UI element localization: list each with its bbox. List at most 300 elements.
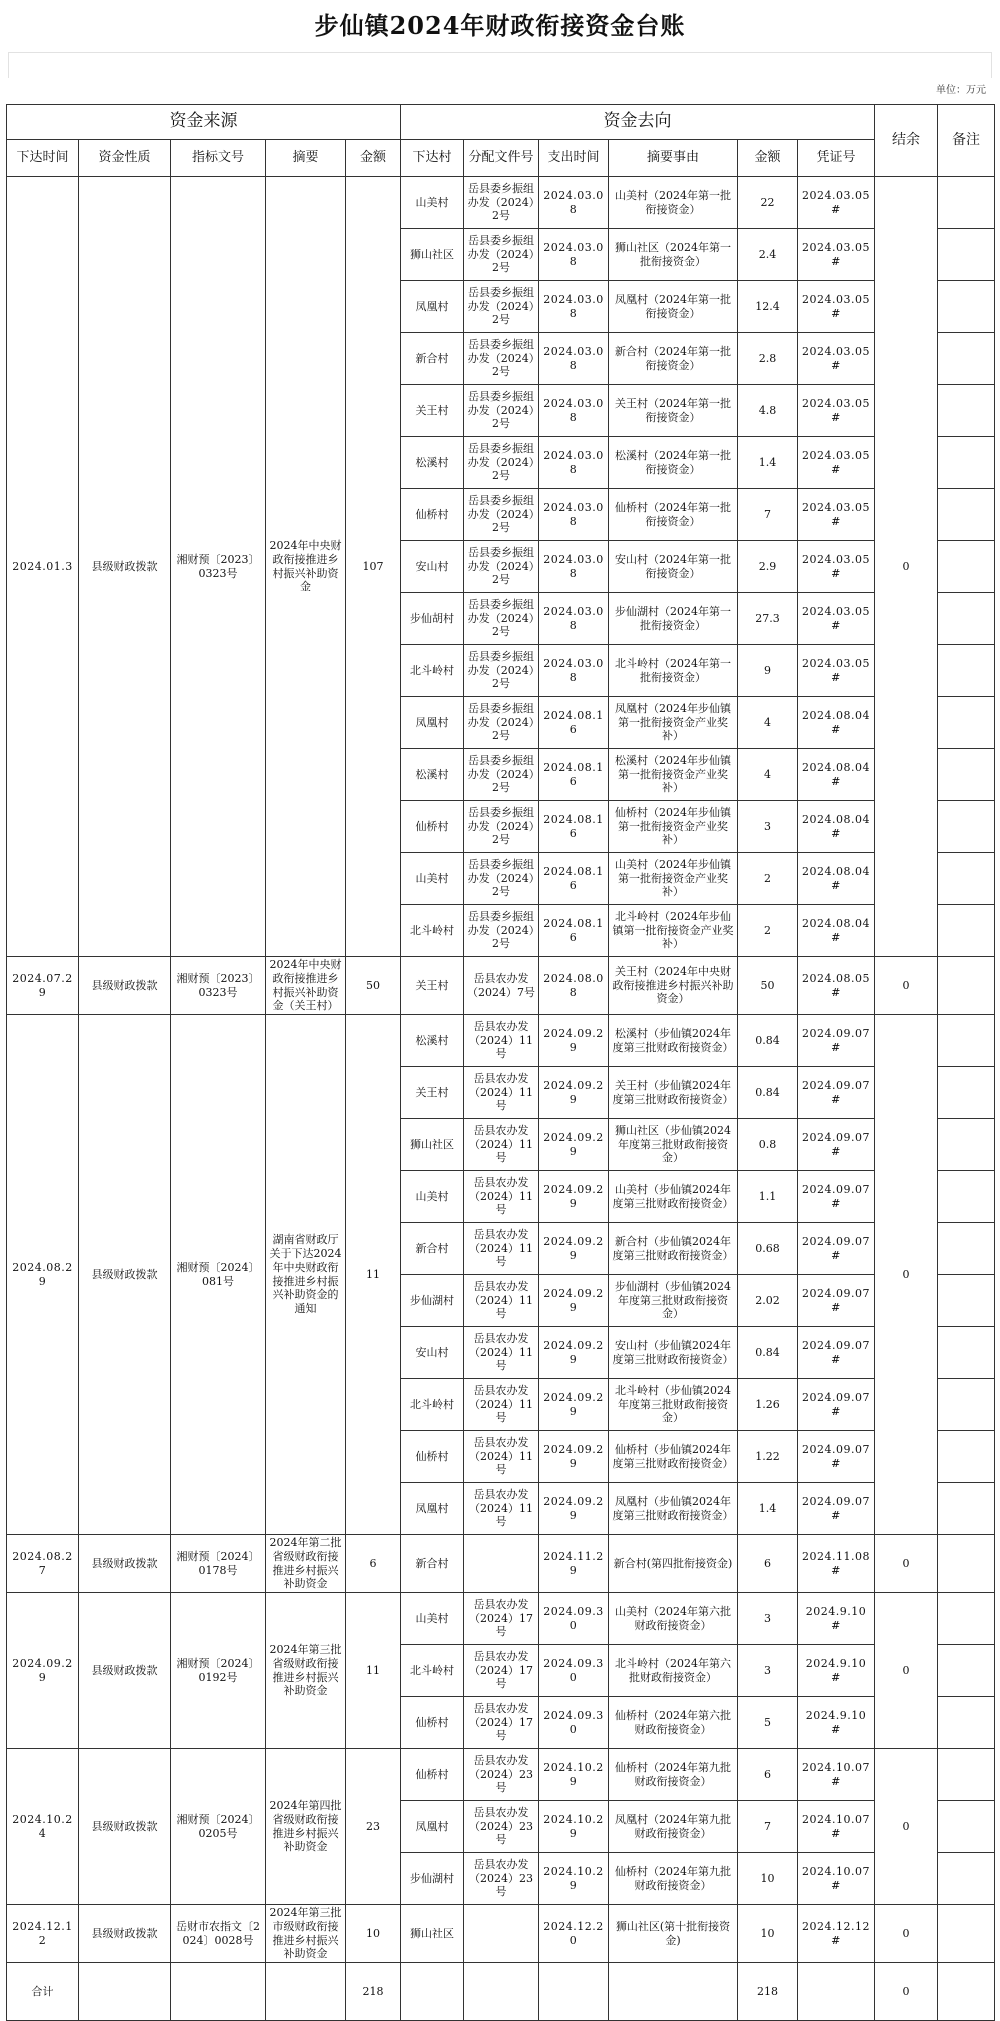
dest-amount-cell: 12.4 xyxy=(738,281,798,333)
dest-amount-cell: 0.84 xyxy=(738,1067,798,1119)
dest-amount-cell: 6 xyxy=(738,1749,798,1801)
source-amount-cell: 50 xyxy=(346,957,401,1015)
allocation-file-cell: 岳县农办发（2024）23号 xyxy=(464,1801,539,1853)
remark-cell xyxy=(938,229,995,281)
village-cell: 凤凰村 xyxy=(401,697,464,749)
expense-date-cell: 2024.03.08 xyxy=(539,177,609,229)
village-cell: 新合村 xyxy=(401,1535,464,1593)
remark-cell xyxy=(938,853,995,905)
allocation-file-cell: 岳县农办发（2024）23号 xyxy=(464,1853,539,1905)
expense-date-cell: 2024.09.30 xyxy=(539,1645,609,1697)
dest-amount-cell: 7 xyxy=(738,489,798,541)
expense-reason-cell: 松溪村（2024年步仙镇第一批衔接资金产业奖补） xyxy=(609,749,738,801)
balance-cell: 0 xyxy=(875,1535,938,1593)
allocation-file-cell: 岳县农办发（2024）11号 xyxy=(464,1483,539,1535)
expense-reason-cell: 新合村（2024年第一批衔接资金） xyxy=(609,333,738,385)
issue-date-cell: 2024.07.29 xyxy=(7,957,79,1015)
village-cell: 安山村 xyxy=(401,1327,464,1379)
source-summary-cell: 2024年第二批省级财政衔接推进乡村振兴补助资金 xyxy=(266,1535,346,1593)
allocation-file-cell: 岳县委乡振组办发（2024）2号 xyxy=(464,177,539,229)
remark-cell xyxy=(938,1853,995,1905)
remark-cell xyxy=(938,1327,995,1379)
expense-reason-cell: 步仙湖村（步仙镇2024年度第三批财政衔接资金） xyxy=(609,1275,738,1327)
empty-cell xyxy=(609,1963,738,2021)
fund-nature-cell: 县级财政拨款 xyxy=(79,1749,171,1905)
balance-cell: 0 xyxy=(875,1015,938,1535)
expense-date-cell: 2024.09.29 xyxy=(539,1015,609,1067)
voucher-cell: 2024.10.07# xyxy=(798,1749,875,1801)
unit-label: 单位：万元 xyxy=(936,85,986,96)
dest-amount-cell: 3 xyxy=(738,1593,798,1645)
column-header: 凭证号 xyxy=(798,140,875,177)
remark-cell xyxy=(938,1963,995,2021)
expense-reason-cell: 新合村（步仙镇2024年度第三批财政衔接资金） xyxy=(609,1223,738,1275)
voucher-cell: 2024.08.04# xyxy=(798,697,875,749)
voucher-cell: 2024.09.07# xyxy=(798,1379,875,1431)
remark-cell xyxy=(938,1905,995,1963)
allocation-file-cell: 岳县农办发（2024）11号 xyxy=(464,1067,539,1119)
dest-amount-cell: 2.02 xyxy=(738,1275,798,1327)
header-balance: 结余 xyxy=(875,105,938,177)
remark-cell xyxy=(938,749,995,801)
expense-date-cell: 2024.09.29 xyxy=(539,1171,609,1223)
expense-reason-cell: 关王村（2024年第一批衔接资金） xyxy=(609,385,738,437)
voucher-cell: 2024.10.07# xyxy=(798,1853,875,1905)
expense-reason-cell: 狮山社区(第十批衔接资金) xyxy=(609,1905,738,1963)
expense-reason-cell: 安山村（步仙镇2024年度第三批财政衔接资金） xyxy=(609,1327,738,1379)
table-row xyxy=(7,1535,995,1593)
village-cell: 仙桥村 xyxy=(401,1697,464,1749)
balance-cell: 0 xyxy=(875,177,938,957)
voucher-cell: 2024.08.05# xyxy=(798,957,875,1015)
voucher-cell: 2024.08.04# xyxy=(798,853,875,905)
expense-reason-cell: 凤凰村（2024年第九批财政衔接资金） xyxy=(609,1801,738,1853)
expense-date-cell: 2024.08.16 xyxy=(539,749,609,801)
village-cell: 仙桥村 xyxy=(401,1749,464,1801)
dest-amount-cell: 10 xyxy=(738,1853,798,1905)
allocation-file-cell: 岳县农办发（2024）11号 xyxy=(464,1379,539,1431)
allocation-file-cell: 岳县农办发（2024）11号 xyxy=(464,1327,539,1379)
column-header: 资金性质 xyxy=(79,140,171,177)
expense-reason-cell: 松溪村（步仙镇2024年度第三批财政衔接资金） xyxy=(609,1015,738,1067)
dest-amount-cell: 2.8 xyxy=(738,333,798,385)
allocation-file-cell: 岳县农办发（2024）11号 xyxy=(464,1431,539,1483)
voucher-cell: 2024.09.07# xyxy=(798,1119,875,1171)
indicator-doc-cell: 岳财市农指文〔2024〕0028号 xyxy=(171,1905,266,1963)
expense-date-cell: 2024.03.08 xyxy=(539,333,609,385)
village-cell: 仙桥村 xyxy=(401,1431,464,1483)
indicator-doc-cell: 湘财预〔2024〕0205号 xyxy=(171,1749,266,1905)
blank-header-row xyxy=(8,52,992,78)
allocation-file-cell: 岳县农办发（2024）17号 xyxy=(464,1645,539,1697)
page-title: 步仙镇2024年财政衔接资金台账 xyxy=(314,11,686,40)
remark-cell xyxy=(938,437,995,489)
dest-amount-cell: 2.4 xyxy=(738,229,798,281)
indicator-doc-cell: 湘财预〔2023〕0323号 xyxy=(171,177,266,957)
expense-reason-cell: 凤凰村（2024年第一批衔接资金） xyxy=(609,281,738,333)
voucher-cell: 2024.09.07# xyxy=(798,1015,875,1067)
header-remark: 备注 xyxy=(938,105,995,177)
expense-date-cell: 2024.08.16 xyxy=(539,853,609,905)
expense-date-cell: 2024.10.29 xyxy=(539,1801,609,1853)
empty-cell xyxy=(798,1963,875,2021)
village-cell: 北斗岭村 xyxy=(401,645,464,697)
expense-date-cell: 2024.10.29 xyxy=(539,1749,609,1801)
issue-date-cell: 2024.01.3 xyxy=(7,177,79,957)
dest-amount-cell: 4 xyxy=(738,749,798,801)
village-cell: 新合村 xyxy=(401,1223,464,1275)
voucher-cell: 2024.03.05# xyxy=(798,385,875,437)
column-header: 金额 xyxy=(346,140,401,177)
remark-cell xyxy=(938,385,995,437)
dest-amount-cell: 5 xyxy=(738,1697,798,1749)
empty-cell xyxy=(401,1963,464,2021)
ledger-body xyxy=(7,177,995,2021)
remark-cell xyxy=(938,1483,995,1535)
village-cell: 步仙湖村 xyxy=(401,1275,464,1327)
expense-reason-cell: 山美村（步仙镇2024年度第三批财政衔接资金） xyxy=(609,1171,738,1223)
voucher-cell: 2024.09.07# xyxy=(798,1171,875,1223)
expense-reason-cell: 安山村（2024年第一批衔接资金） xyxy=(609,541,738,593)
village-cell: 山美村 xyxy=(401,177,464,229)
column-header-row xyxy=(7,140,995,177)
village-cell: 山美村 xyxy=(401,853,464,905)
expense-date-cell: 2024.03.08 xyxy=(539,489,609,541)
expense-reason-cell: 狮山社区（步仙镇2024年度第三批财政衔接资金） xyxy=(609,1119,738,1171)
village-cell: 松溪村 xyxy=(401,749,464,801)
expense-date-cell: 2024.03.08 xyxy=(539,645,609,697)
allocation-file-cell: 岳县农办发（2024）11号 xyxy=(464,1223,539,1275)
issue-date-cell: 2024.12.12 xyxy=(7,1905,79,1963)
expense-date-cell: 2024.09.29 xyxy=(539,1379,609,1431)
table-row xyxy=(7,177,995,229)
expense-reason-cell: 北斗岭村（2024年第一批衔接资金） xyxy=(609,645,738,697)
voucher-cell: 2024.03.05# xyxy=(798,229,875,281)
allocation-file-cell: 岳县农办发（2024）11号 xyxy=(464,1119,539,1171)
allocation-file-cell: 岳县委乡振组办发（2024）2号 xyxy=(464,385,539,437)
village-cell: 山美村 xyxy=(401,1171,464,1223)
voucher-cell: 2024.03.05# xyxy=(798,177,875,229)
allocation-file-cell: 岳县委乡振组办发（2024）2号 xyxy=(464,489,539,541)
column-header: 支出时间 xyxy=(539,140,609,177)
voucher-cell: 2024.11.08# xyxy=(798,1535,875,1593)
remark-cell xyxy=(938,541,995,593)
remark-cell xyxy=(938,905,995,957)
voucher-cell: 2024.03.05# xyxy=(798,281,875,333)
expense-reason-cell: 仙桥村（2024年第九批财政衔接资金） xyxy=(609,1749,738,1801)
voucher-cell: 2024.03.05# xyxy=(798,645,875,697)
expense-reason-cell: 关王村（2024年中央财政衔接推进乡村振兴补助资金） xyxy=(609,957,738,1015)
voucher-cell: 2024.10.07# xyxy=(798,1801,875,1853)
village-cell: 凤凰村 xyxy=(401,281,464,333)
expense-date-cell: 2024.08.08 xyxy=(539,957,609,1015)
column-header: 指标文号 xyxy=(171,140,266,177)
voucher-cell: 2024.09.07# xyxy=(798,1275,875,1327)
expense-date-cell: 2024.09.29 xyxy=(539,1431,609,1483)
source-summary-cell: 2024年中央财政衔接推进乡村振兴补助资金 xyxy=(266,177,346,957)
allocation-file-cell: 岳县农办发（2024）11号 xyxy=(464,1015,539,1067)
expense-reason-cell: 狮山社区（2024年第一批衔接资金） xyxy=(609,229,738,281)
village-cell: 山美村 xyxy=(401,1593,464,1645)
expense-reason-cell: 凤凰村（步仙镇2024年度第三批财政衔接资金） xyxy=(609,1483,738,1535)
remark-cell xyxy=(938,1119,995,1171)
expense-date-cell: 2024.03.08 xyxy=(539,593,609,645)
remark-cell xyxy=(938,645,995,697)
total-label-cell: 合计 xyxy=(7,1963,79,2021)
expense-date-cell: 2024.11.29 xyxy=(539,1535,609,1593)
total-dest-amount-cell: 218 xyxy=(738,1963,798,2021)
voucher-cell: 2024.09.07# xyxy=(798,1483,875,1535)
column-header: 摘要 xyxy=(266,140,346,177)
issue-date-cell: 2024.08.29 xyxy=(7,1015,79,1535)
village-cell: 仙桥村 xyxy=(401,801,464,853)
allocation-file-cell: 岳县委乡振组办发（2024）2号 xyxy=(464,697,539,749)
dest-amount-cell: 1.26 xyxy=(738,1379,798,1431)
issue-date-cell: 2024.09.29 xyxy=(7,1593,79,1749)
expense-reason-cell: 山美村（2024年步仙镇第一批衔接资金产业奖补） xyxy=(609,853,738,905)
voucher-cell: 2024.03.05# xyxy=(798,541,875,593)
indicator-doc-cell: 湘财预〔2023〕0323号 xyxy=(171,957,266,1015)
dest-amount-cell: 1.4 xyxy=(738,437,798,489)
expense-date-cell: 2024.08.16 xyxy=(539,697,609,749)
issue-date-cell: 2024.08.27 xyxy=(7,1535,79,1593)
allocation-file-cell: 岳县农办发（2024）17号 xyxy=(464,1593,539,1645)
empty-cell xyxy=(266,1963,346,2021)
column-header: 分配文件号 xyxy=(464,140,539,177)
village-cell: 凤凰村 xyxy=(401,1801,464,1853)
expense-reason-cell: 关王村（步仙镇2024年度第三批财政衔接资金） xyxy=(609,1067,738,1119)
village-cell: 关王村 xyxy=(401,1067,464,1119)
source-amount-cell: 10 xyxy=(346,1905,401,1963)
expense-date-cell: 2024.09.30 xyxy=(539,1593,609,1645)
dest-amount-cell: 6 xyxy=(738,1535,798,1593)
source-summary-cell: 2024年中央财政衔接推进乡村振兴补助资金（关王村） xyxy=(266,957,346,1015)
allocation-file-cell: 岳县农办发（2024）7号 xyxy=(464,957,539,1015)
remark-cell xyxy=(938,1593,995,1645)
column-header: 下达村 xyxy=(401,140,464,177)
allocation-file-cell: 岳县农办发（2024）11号 xyxy=(464,1171,539,1223)
village-cell: 狮山社区 xyxy=(401,1905,464,1963)
remark-cell xyxy=(938,1535,995,1593)
indicator-doc-cell: 湘财预〔2024〕0192号 xyxy=(171,1593,266,1749)
village-cell: 松溪村 xyxy=(401,1015,464,1067)
expense-date-cell: 2024.09.29 xyxy=(539,1275,609,1327)
total-balance-cell: 0 xyxy=(875,1963,938,2021)
indicator-doc-cell: 湘财预〔2024〕0178号 xyxy=(171,1535,266,1593)
allocation-file-cell: 岳县农办发（2024）11号 xyxy=(464,1275,539,1327)
allocation-file-cell: 岳县委乡振组办发（2024）2号 xyxy=(464,801,539,853)
village-cell: 关王村 xyxy=(401,957,464,1015)
source-summary-cell: 2024年第三批市级财政衔接推进乡村振兴补助资金 xyxy=(266,1905,346,1963)
remark-cell xyxy=(938,593,995,645)
dest-amount-cell: 2 xyxy=(738,853,798,905)
village-cell: 安山村 xyxy=(401,541,464,593)
fund-nature-cell: 县级财政拨款 xyxy=(79,1593,171,1749)
expense-date-cell: 2024.10.29 xyxy=(539,1853,609,1905)
expense-date-cell: 2024.09.29 xyxy=(539,1119,609,1171)
ledger-table xyxy=(6,104,995,2021)
dest-amount-cell: 9 xyxy=(738,645,798,697)
village-cell: 步仙湖村 xyxy=(401,1853,464,1905)
village-cell: 仙桥村 xyxy=(401,489,464,541)
dest-amount-cell: 4.8 xyxy=(738,385,798,437)
expense-date-cell: 2024.03.08 xyxy=(539,229,609,281)
expense-date-cell: 2024.12.20 xyxy=(539,1905,609,1963)
village-cell: 凤凰村 xyxy=(401,1483,464,1535)
remark-cell xyxy=(938,697,995,749)
table-row xyxy=(7,1015,995,1067)
remark-cell xyxy=(938,1171,995,1223)
remark-cell xyxy=(938,281,995,333)
dest-amount-cell: 22 xyxy=(738,177,798,229)
dest-amount-cell: 0.84 xyxy=(738,1015,798,1067)
balance-cell: 0 xyxy=(875,1905,938,1963)
expense-reason-cell: 新合村(第四批衔接资金) xyxy=(609,1535,738,1593)
empty-cell xyxy=(539,1963,609,2021)
allocation-file-cell: 岳县农办发（2024）23号 xyxy=(464,1749,539,1801)
source-amount-cell: 107 xyxy=(346,177,401,957)
voucher-cell: 2024.03.05# xyxy=(798,437,875,489)
balance-cell: 0 xyxy=(875,957,938,1015)
allocation-file-cell: 岳县委乡振组办发（2024）2号 xyxy=(464,229,539,281)
dest-amount-cell: 2.9 xyxy=(738,541,798,593)
expense-reason-cell: 北斗岭村（2024年第六批财政衔接资金） xyxy=(609,1645,738,1697)
voucher-cell: 2024.08.04# xyxy=(798,749,875,801)
empty-cell xyxy=(171,1963,266,2021)
fund-nature-cell: 县级财政拨款 xyxy=(79,177,171,957)
column-header: 金额 xyxy=(738,140,798,177)
remark-cell xyxy=(938,1223,995,1275)
dest-amount-cell: 3 xyxy=(738,1645,798,1697)
allocation-file-cell: 岳县委乡振组办发（2024）2号 xyxy=(464,333,539,385)
source-amount-cell: 11 xyxy=(346,1015,401,1535)
voucher-cell: 2024.08.04# xyxy=(798,801,875,853)
allocation-file-cell xyxy=(464,1535,539,1593)
expense-date-cell: 2024.09.30 xyxy=(539,1697,609,1749)
expense-date-cell: 2024.03.08 xyxy=(539,437,609,489)
header-fund-destination: 资金去向 xyxy=(401,105,875,140)
remark-cell xyxy=(938,1697,995,1749)
voucher-cell: 2024.09.07# xyxy=(798,1067,875,1119)
village-cell: 松溪村 xyxy=(401,437,464,489)
remark-cell xyxy=(938,177,995,229)
expense-reason-cell: 仙桥村（2024年第九批财政衔接资金） xyxy=(609,1853,738,1905)
voucher-cell: 2024.9.10# xyxy=(798,1645,875,1697)
village-cell: 狮山社区 xyxy=(401,1119,464,1171)
dest-amount-cell: 3 xyxy=(738,801,798,853)
allocation-file-cell xyxy=(464,1905,539,1963)
source-amount-cell: 23 xyxy=(346,1749,401,1905)
fund-nature-cell: 县级财政拨款 xyxy=(79,1905,171,1963)
expense-reason-cell: 山美村（2024年第六批财政衔接资金） xyxy=(609,1593,738,1645)
indicator-doc-cell: 湘财预〔2024〕081号 xyxy=(171,1015,266,1535)
expense-date-cell: 2024.03.08 xyxy=(539,281,609,333)
dest-amount-cell: 0.8 xyxy=(738,1119,798,1171)
expense-reason-cell: 步仙湖村（2024年第一批衔接资金） xyxy=(609,593,738,645)
empty-cell xyxy=(79,1963,171,2021)
remark-cell xyxy=(938,333,995,385)
expense-reason-cell: 山美村（2024年第一批衔接资金） xyxy=(609,177,738,229)
fund-nature-cell: 县级财政拨款 xyxy=(79,957,171,1015)
allocation-file-cell: 岳县委乡振组办发（2024）2号 xyxy=(464,437,539,489)
remark-cell xyxy=(938,1645,995,1697)
expense-reason-cell: 仙桥村（步仙镇2024年度第三批财政衔接资金） xyxy=(609,1431,738,1483)
village-cell: 北斗岭村 xyxy=(401,1645,464,1697)
village-cell: 步仙胡村 xyxy=(401,593,464,645)
total-row xyxy=(7,1963,995,2021)
voucher-cell: 2024.03.05# xyxy=(798,593,875,645)
allocation-file-cell: 岳县委乡振组办发（2024）2号 xyxy=(464,541,539,593)
voucher-cell: 2024.03.05# xyxy=(798,333,875,385)
voucher-cell: 2024.09.07# xyxy=(798,1327,875,1379)
dest-amount-cell: 7 xyxy=(738,1801,798,1853)
dest-amount-cell: 10 xyxy=(738,1905,798,1963)
village-cell: 新合村 xyxy=(401,333,464,385)
remark-cell xyxy=(938,1431,995,1483)
expense-reason-cell: 仙桥村（2024年第六批财政衔接资金） xyxy=(609,1697,738,1749)
table-row xyxy=(7,957,995,1015)
header-fund-source: 资金来源 xyxy=(7,105,401,140)
balance-cell: 0 xyxy=(875,1593,938,1749)
dest-amount-cell: 27.3 xyxy=(738,593,798,645)
remark-cell xyxy=(938,801,995,853)
voucher-cell: 2024.09.07# xyxy=(798,1223,875,1275)
expense-date-cell: 2024.09.29 xyxy=(539,1223,609,1275)
dest-amount-cell: 1.1 xyxy=(738,1171,798,1223)
expense-date-cell: 2024.08.16 xyxy=(539,905,609,957)
dest-amount-cell: 0.84 xyxy=(738,1327,798,1379)
remark-cell xyxy=(938,1275,995,1327)
dest-amount-cell: 1.4 xyxy=(738,1483,798,1535)
dest-amount-cell: 0.68 xyxy=(738,1223,798,1275)
source-summary-cell: 2024年第三批省级财政衔接推进乡村振兴补助资金 xyxy=(266,1593,346,1749)
source-amount-cell: 11 xyxy=(346,1593,401,1749)
allocation-file-cell: 岳县委乡振组办发（2024）2号 xyxy=(464,905,539,957)
remark-cell xyxy=(938,1749,995,1801)
allocation-file-cell: 岳县委乡振组办发（2024）2号 xyxy=(464,749,539,801)
village-cell: 北斗岭村 xyxy=(401,1379,464,1431)
dest-amount-cell: 4 xyxy=(738,697,798,749)
expense-date-cell: 2024.03.08 xyxy=(539,541,609,593)
village-cell: 狮山社区 xyxy=(401,229,464,281)
allocation-file-cell: 岳县委乡振组办发（2024）2号 xyxy=(464,853,539,905)
village-cell: 北斗岭村 xyxy=(401,905,464,957)
expense-date-cell: 2024.03.08 xyxy=(539,385,609,437)
total-source-amount-cell: 218 xyxy=(346,1963,401,2021)
remark-cell xyxy=(938,1379,995,1431)
source-amount-cell: 6 xyxy=(346,1535,401,1593)
dest-amount-cell: 50 xyxy=(738,957,798,1015)
expense-date-cell: 2024.09.29 xyxy=(539,1483,609,1535)
expense-reason-cell: 北斗岭村（2024年步仙镇第一批衔接资金产业奖补） xyxy=(609,905,738,957)
column-header: 下达时间 xyxy=(7,140,79,177)
allocation-file-cell: 岳县委乡振组办发（2024）2号 xyxy=(464,281,539,333)
dest-amount-cell: 1.22 xyxy=(738,1431,798,1483)
issue-date-cell: 2024.10.24 xyxy=(7,1749,79,1905)
source-summary-cell: 湖南省财政厅关于下达2024年中央财政衔接推进乡村振兴补助资金的通知 xyxy=(266,1015,346,1535)
empty-cell xyxy=(464,1963,539,2021)
table-row xyxy=(7,1593,995,1645)
source-summary-cell: 2024年第四批省级财政衔接推进乡村振兴补助资金 xyxy=(266,1749,346,1905)
table-row xyxy=(7,1905,995,1963)
expense-date-cell: 2024.08.16 xyxy=(539,801,609,853)
expense-reason-cell: 仙桥村（2024年第一批衔接资金） xyxy=(609,489,738,541)
remark-cell xyxy=(938,957,995,1015)
village-cell: 关王村 xyxy=(401,385,464,437)
expense-date-cell: 2024.09.29 xyxy=(539,1327,609,1379)
expense-reason-cell: 仙桥村（2024年步仙镇第一批衔接资金产业奖补） xyxy=(609,801,738,853)
remark-cell xyxy=(938,1801,995,1853)
